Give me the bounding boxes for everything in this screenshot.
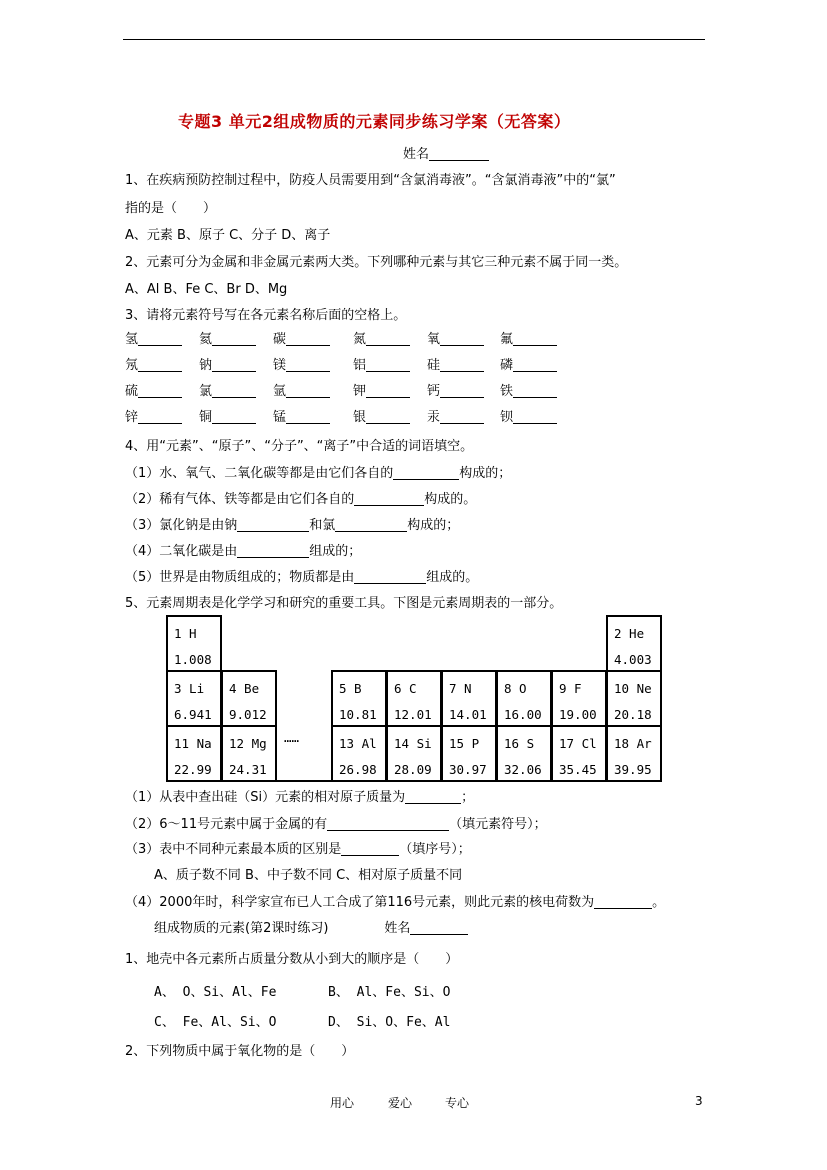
element-symbol: 7 N (449, 681, 472, 696)
atomic-mass: 10.81 (339, 707, 377, 722)
periodic-cell (166, 725, 222, 782)
atomic-mass: 19.00 (559, 707, 597, 722)
q2-text: 2、元素可分为金属和非金属元素两大类。下列哪种元素与其它三种元素不属于同一类。 (125, 255, 628, 270)
element-symbol-blank[interactable] (513, 331, 557, 346)
periodic-cell (606, 615, 662, 672)
q4-3-text: （3）氯化钠是由钠 (125, 518, 238, 533)
answer-blank[interactable] (594, 894, 652, 909)
element-symbol: 5 B (339, 681, 362, 696)
periodic-cell (496, 725, 552, 782)
element-symbol-blank[interactable] (286, 383, 330, 398)
element-name-cell (500, 409, 557, 427)
atomic-mass: 1.008 (174, 652, 212, 667)
periodic-cell (441, 725, 497, 782)
element-symbol-blank[interactable] (366, 357, 410, 372)
q5-1-tail: ； (461, 790, 475, 805)
atomic-mass: 12.01 (394, 707, 432, 722)
element-symbol-blank[interactable] (286, 357, 330, 372)
element-name-cell (500, 383, 557, 401)
sec2-q2: 2、下列物质中属于氧化物的是（ ） (125, 1044, 355, 1059)
atomic-mass: 26.98 (339, 762, 377, 777)
element-symbol-blank[interactable] (513, 357, 557, 372)
q4-4-text: （4）二氧化碳是由 (125, 544, 238, 559)
q4-1-tail: 构成的； (459, 466, 512, 481)
q5-4-text: （4）2000年时，科学家宣布已人工合成了第116号元素，则此元素的核电荷数为 (125, 895, 595, 910)
element-name: 钠 (199, 358, 213, 373)
q4-1 (125, 465, 511, 483)
element-name-cell (273, 357, 330, 375)
q5-2-text: （2）6～11号元素中属于金属的有 (125, 817, 328, 832)
footer-text-2: 爱心 (388, 1096, 413, 1110)
periodic-cell (496, 670, 552, 727)
element-symbol: 6 C (394, 681, 417, 696)
element-name: 钙 (427, 384, 441, 399)
element-symbol: 12 Mg (229, 736, 267, 751)
element-name-cell (353, 331, 410, 349)
q4-2-tail: 构成的。 (424, 492, 477, 507)
answer-blank[interactable] (237, 517, 309, 532)
element-symbol-blank[interactable] (366, 331, 410, 346)
element-name: 硫 (125, 384, 139, 399)
answer-blank[interactable] (405, 789, 461, 804)
atomic-mass: 35.45 (559, 762, 597, 777)
periodic-cell (166, 670, 222, 727)
q4-5-text: （5）世界是由物质组成的；物质都是由 (125, 570, 355, 585)
element-symbol: 3 Li (174, 681, 205, 696)
header-rule (123, 39, 705, 40)
q5-1 (125, 789, 474, 807)
sec2-q1: 1、地壳中各元素所占质量分数从小到大的顺序是（ ） (125, 952, 459, 967)
element-name-cell (427, 383, 484, 401)
element-name-cell (353, 357, 410, 375)
answer-blank[interactable] (237, 543, 309, 558)
q4-2-text: （2）稀有气体、铁等都是由它们各自的 (125, 492, 355, 507)
sec2-q1-option-a: A、 O、Si、Al、Fe (154, 985, 277, 1000)
q5-3-options: A、质子数不同 B、中子数不同 C、相对原子质量不同 (154, 868, 463, 883)
q5-3-tail: （填序号）； (399, 842, 471, 857)
element-name: 碳 (273, 332, 287, 347)
element-name-cell (273, 409, 330, 427)
periodic-cell (551, 670, 607, 727)
element-name: 磷 (500, 358, 514, 373)
element-name-cell (273, 331, 330, 349)
periodic-cell (386, 670, 442, 727)
atomic-mass: 30.97 (449, 762, 487, 777)
element-symbol-blank[interactable] (212, 357, 256, 372)
element-symbol-blank[interactable] (286, 331, 330, 346)
name-label: 姓名 (403, 147, 430, 162)
q5-2 (125, 816, 547, 834)
answer-blank[interactable] (354, 491, 424, 506)
name-field (403, 146, 489, 164)
periodic-gap (276, 670, 333, 782)
element-symbol: 2 He (614, 626, 645, 641)
element-name: 钾 (353, 384, 367, 399)
element-name: 铜 (199, 410, 213, 425)
element-name-cell (199, 409, 256, 427)
element-name-cell (199, 357, 256, 375)
q4-4 (125, 543, 361, 561)
element-symbol: 10 Ne (614, 681, 652, 696)
element-symbol-blank[interactable] (212, 383, 256, 398)
doc-title: 专题3 单元2组成物质的元素同步练习学案（无答案） (178, 112, 571, 131)
periodic-cell (606, 670, 662, 727)
atomic-mass: 28.09 (394, 762, 432, 777)
element-symbol-blank[interactable] (138, 357, 182, 372)
periodic-cell (606, 725, 662, 782)
element-name-cell (125, 331, 182, 349)
element-name-cell (125, 357, 182, 375)
element-name-cell (125, 409, 182, 427)
element-name: 银 (353, 410, 367, 425)
periodic-cell (551, 725, 607, 782)
element-name: 氟 (500, 332, 514, 347)
q1-line1: 1、在疾病预防控制过程中，防疫人员需要用到“含氯消毒液”。“含氯消毒液”中的“氯” (125, 173, 616, 188)
element-name-cell (199, 383, 256, 401)
footer-text-3: 专心 (445, 1096, 470, 1110)
atomic-mass: 24.31 (229, 762, 267, 777)
q5-1-text: （1）从表中查出硅（Si）元素的相对原子质量为 (125, 790, 406, 805)
element-name: 铝 (353, 358, 367, 373)
q5-text: 5、元素周期表是化学学习和研究的重要工具。下图是元素周期表的一部分。 (125, 596, 563, 611)
q1-line2: 指的是（ ） (125, 201, 217, 216)
element-symbol: 9 F (559, 681, 582, 696)
sec2-q1-option-b: B、 Al、Fe、Si、O (328, 985, 451, 1000)
element-symbol-blank[interactable] (513, 383, 557, 398)
element-symbol-blank[interactable] (212, 331, 256, 346)
element-symbol: 14 Si (394, 736, 432, 751)
element-name: 镁 (273, 358, 287, 373)
name-blank[interactable] (429, 146, 489, 161)
ellipsis-text: …… (284, 730, 300, 745)
element-name: 铁 (500, 384, 514, 399)
q5-4-tail: 。 (652, 895, 666, 910)
q3-text: 3、请将元素符号写在各元素名称后面的空格上。 (125, 308, 407, 323)
periodic-cell (221, 725, 277, 782)
atomic-mass: 32.06 (504, 762, 542, 777)
atomic-mass: 39.95 (614, 762, 652, 777)
element-name-cell (500, 357, 557, 375)
element-symbol-blank[interactable] (440, 383, 484, 398)
element-name: 硅 (427, 358, 441, 373)
q4-4-tail: 组成的； (309, 544, 362, 559)
element-name-cell (125, 383, 182, 401)
element-symbol-blank[interactable] (212, 409, 256, 424)
q5-3 (125, 841, 471, 859)
element-symbol: 16 S (504, 736, 535, 751)
atomic-mass: 16.00 (504, 707, 542, 722)
element-symbol-blank[interactable] (138, 383, 182, 398)
element-name: 氧 (427, 332, 441, 347)
element-symbol: 13 Al (339, 736, 377, 751)
element-symbol-blank[interactable] (138, 331, 182, 346)
q2-options: A、Al B、Fe C、Br D、Mg (125, 282, 288, 297)
q4-2 (125, 491, 476, 509)
element-symbol-blank[interactable] (440, 331, 484, 346)
q5-2-tail: （填元素符号）； (449, 817, 547, 832)
answer-blank[interactable] (335, 517, 407, 532)
atomic-mass: 20.18 (614, 707, 652, 722)
atomic-mass: 14.01 (449, 707, 487, 722)
atomic-mass: 4.003 (614, 652, 652, 667)
element-name: 氮 (353, 332, 367, 347)
element-name-cell (427, 409, 484, 427)
element-symbol-blank[interactable] (366, 383, 410, 398)
q4-5-tail: 组成的。 (426, 570, 479, 585)
element-symbol-blank[interactable] (286, 409, 330, 424)
q4-5 (125, 569, 478, 587)
sec2-title-line (154, 920, 468, 938)
element-name-cell (353, 383, 410, 401)
element-name-cell (199, 331, 256, 349)
element-symbol: 17 Cl (559, 736, 597, 751)
answer-blank[interactable] (327, 816, 449, 831)
element-name-cell (273, 383, 330, 401)
sec2-q1-option-c: C、 Fe、Al、Si、O (154, 1015, 277, 1030)
periodic-cell (386, 725, 442, 782)
element-name-cell (500, 331, 557, 349)
element-name: 钡 (500, 410, 514, 425)
element-name: 氢 (125, 332, 139, 347)
element-symbol-blank[interactable] (513, 409, 557, 424)
page-number: 3 (695, 1094, 703, 1108)
footer-text-1: 用心 (330, 1096, 355, 1110)
element-symbol: 18 Ar (614, 736, 652, 751)
element-name: 氖 (125, 358, 139, 373)
element-symbol: 11 Na (174, 736, 212, 751)
periodic-cell (166, 615, 222, 672)
element-name-cell (427, 331, 484, 349)
q4-3-mid: 和氯 (309, 518, 336, 533)
element-name: 锰 (273, 410, 287, 425)
element-symbol-blank[interactable] (440, 409, 484, 424)
answer-blank[interactable] (354, 569, 426, 584)
q1-options: A、元素 B、原子 C、分子 D、离子 (125, 228, 331, 243)
element-name: 氦 (199, 332, 213, 347)
element-name: 氩 (273, 384, 287, 399)
answer-blank[interactable] (341, 841, 399, 856)
element-name: 锌 (125, 410, 139, 425)
periodic-cell (331, 725, 387, 782)
element-name-cell (427, 357, 484, 375)
atomic-mass: 6.941 (174, 707, 212, 722)
element-symbol-blank[interactable] (366, 409, 410, 424)
atomic-mass: 22.99 (174, 762, 212, 777)
element-symbol-blank[interactable] (138, 409, 182, 424)
q5-3-text: （3）表中不同种元素最本质的区别是 (125, 842, 342, 857)
element-name: 氯 (199, 384, 213, 399)
q4-3-tail: 构成的； (407, 518, 460, 533)
periodic-cell (441, 670, 497, 727)
atomic-mass: 9.012 (229, 707, 267, 722)
q4-1-text: （1）水、氧气、二氧化碳等都是由它们各自的 (125, 466, 394, 481)
periodic-cell (221, 670, 277, 727)
element-symbol: 8 O (504, 681, 527, 696)
element-symbol-blank[interactable] (440, 357, 484, 372)
sec2-title: 组成物质的元素(第2课时练习) (154, 921, 329, 936)
sec2-q1-option-d: D、 Si、O、Fe、Al (328, 1015, 451, 1030)
q5-4 (125, 894, 665, 912)
element-name-cell (353, 409, 410, 427)
periodic-cell (331, 670, 387, 727)
element-symbol: 15 P (449, 736, 480, 751)
q4-3 (125, 517, 459, 535)
element-name: 汞 (427, 410, 441, 425)
name-blank-2[interactable] (410, 920, 468, 935)
name-label-2: 姓名 (384, 921, 411, 936)
q4-text: 4、用“元素”、“原子”、“分子”、“离子”中合适的词语填空。 (125, 439, 474, 454)
element-symbol: 1 H (174, 626, 197, 641)
element-symbol: 4 Be (229, 681, 260, 696)
answer-blank[interactable] (393, 465, 459, 480)
